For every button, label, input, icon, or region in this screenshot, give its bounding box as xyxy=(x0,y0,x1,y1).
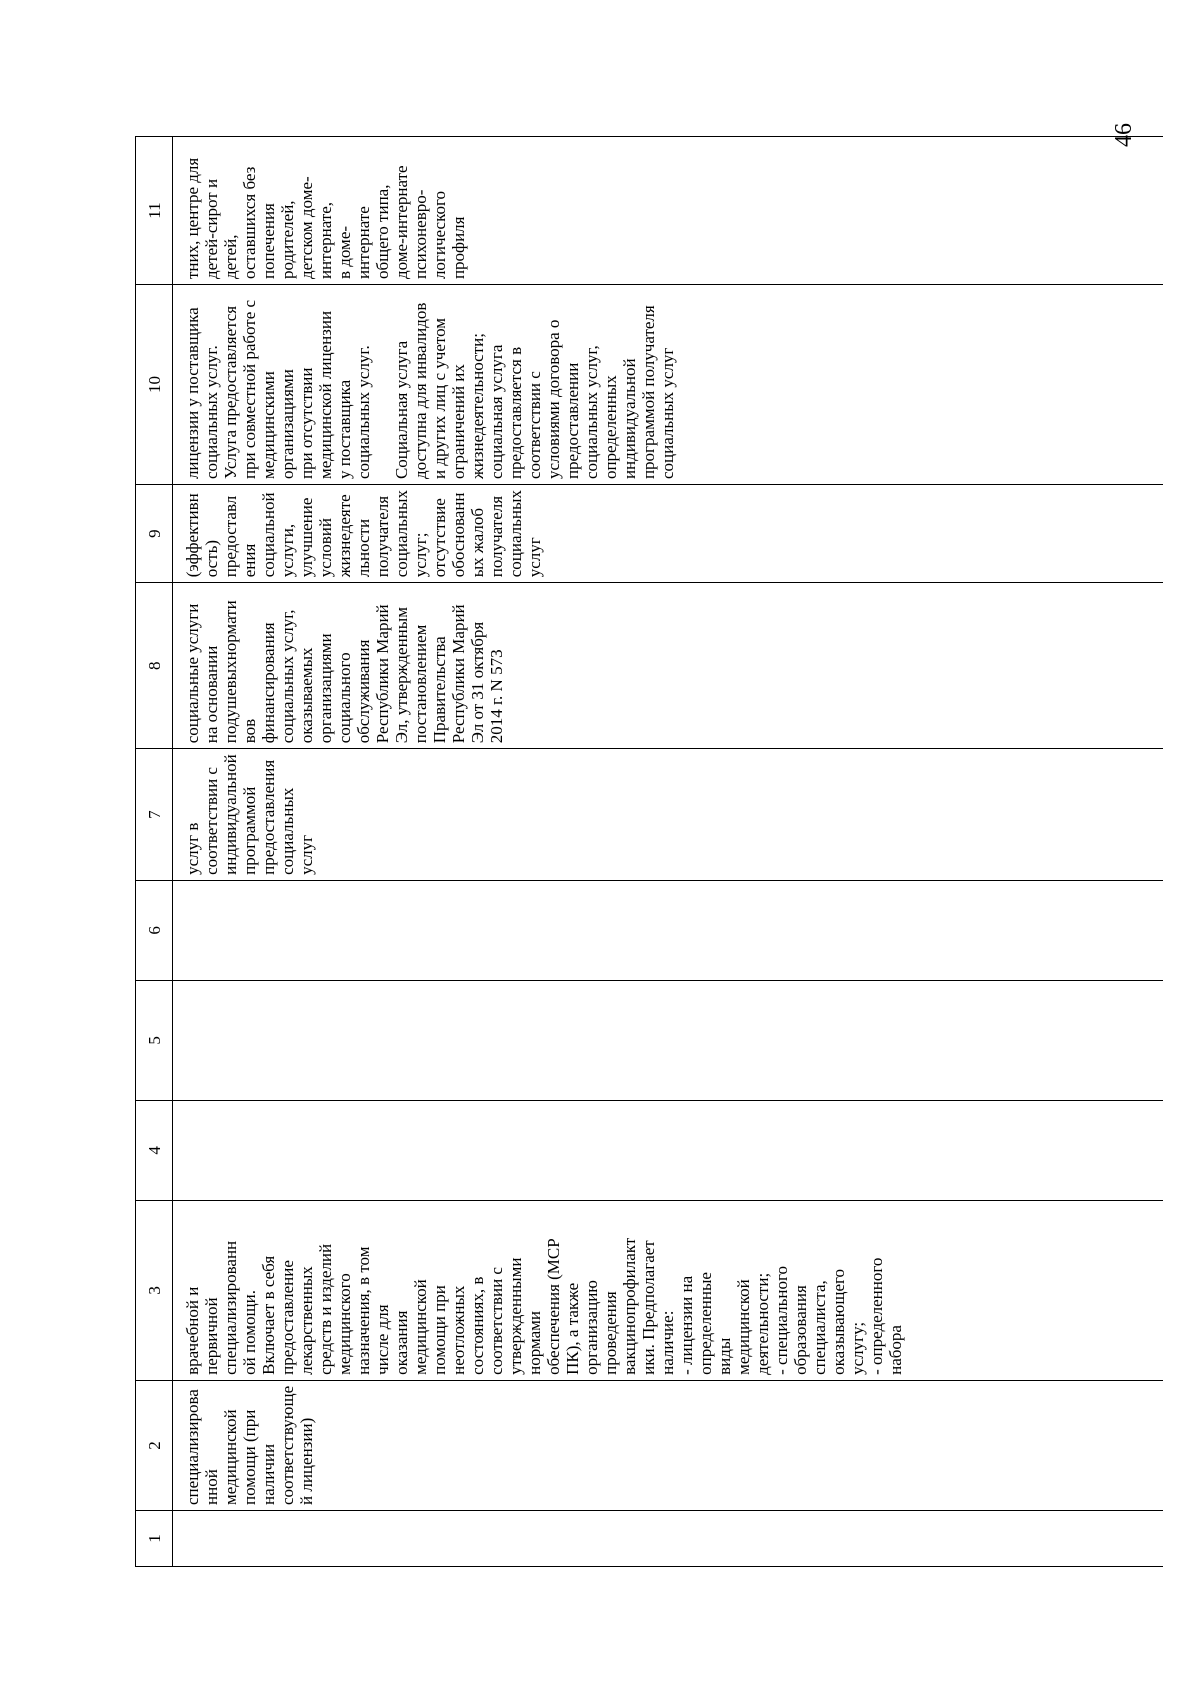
column-number-4: 4 xyxy=(136,1100,173,1200)
cell-col11 xyxy=(173,137,1164,285)
cell-col8 xyxy=(173,583,1164,749)
column-number-5: 5 xyxy=(136,980,173,1100)
cell-col2-text: специализирова нной медицинской помощи (при наличии соответствующе й лицензии) xyxy=(183,1385,316,1505)
column-number-9: 9 xyxy=(136,485,173,583)
cell-col7-text: услуг в соответствии с индивидуальной программой предоставления социальных услуг xyxy=(183,754,316,875)
cell-col4 xyxy=(173,1100,1164,1200)
cell-col2 xyxy=(173,1380,1164,1510)
column-number-3: 3 xyxy=(136,1200,173,1380)
cell-col7 xyxy=(173,749,1164,881)
page-number: 46 xyxy=(1111,123,1137,147)
column-number-1: 1 xyxy=(136,1511,173,1567)
column-number-2: 2 xyxy=(136,1380,173,1510)
cell-col11-text: тних, центре для детей-сирот и детей, оставшихся без попечения родителей, детском доме- интернате, в доме- интернате общего типа, доме-интернате психоневро- логического профиля xyxy=(183,157,468,280)
cell-col10-text: лицензии у поставщика социальных услуг. Услуга предоставляется при совместной работе с медицинскими организациями при отсутствии медицинской лицензии у поставщика социальных услуг. Социальная услуга доступна для инвалидов и других лиц с учетом ограничений их жизнедеятельности; социальная услуга предоставляется в соответствии с условиями договора о предоставлении социальных услуг, определенных индивидуальной программой получателя социальных услуг xyxy=(183,299,677,480)
cell-col9-text: (эффективн ость) предоставл ения социальной услуги, улучшение условий жизнедеяте льности получателя социальных услуг; отсутствие обоснованн ых жалоб получателя социальных услуг xyxy=(183,490,544,578)
cell-col5 xyxy=(173,980,1164,1100)
cell-col8-text: социальные услуги на основании подушевыхнормати вов финансирования социальных услуг, оказываемых организациями социального обслуживания Республики Марий Эл, утвержденным постановлением Правительства Республики Марий Эл от 31 октября 2014 г. N 573 xyxy=(183,600,506,744)
column-number-6: 6 xyxy=(136,880,173,980)
cell-col3-text: врачебной и первичной специализированн ой помощи. Включает в себя предоставление лекарственных средств и изделий медицинского назначения, в том числе для оказания медицинской помощи при неотложных состояниях, в соответствии с утвержденными нормами обеспечения (МСР ПК), а также организацию проведения вакцинопрофилакт ики. Предполагает наличие: - лицензии на определенные виды медицинской деятельности; - специального образования специалиста, оказывающего услугу; - определенного набора xyxy=(183,1237,905,1375)
cell-col1 xyxy=(173,1511,1164,1567)
column-number-8: 8 xyxy=(136,583,173,749)
column-number-11: 11 xyxy=(136,137,173,285)
services-table xyxy=(135,136,1163,1567)
cell-col10 xyxy=(173,285,1164,485)
cell-col3 xyxy=(173,1200,1164,1380)
table-row xyxy=(173,137,1164,1567)
cell-col6 xyxy=(173,880,1164,980)
cell-col9 xyxy=(173,485,1164,583)
column-number-10: 10 xyxy=(136,285,173,485)
column-number-7: 7 xyxy=(136,749,173,881)
table-header-row xyxy=(136,137,173,1567)
